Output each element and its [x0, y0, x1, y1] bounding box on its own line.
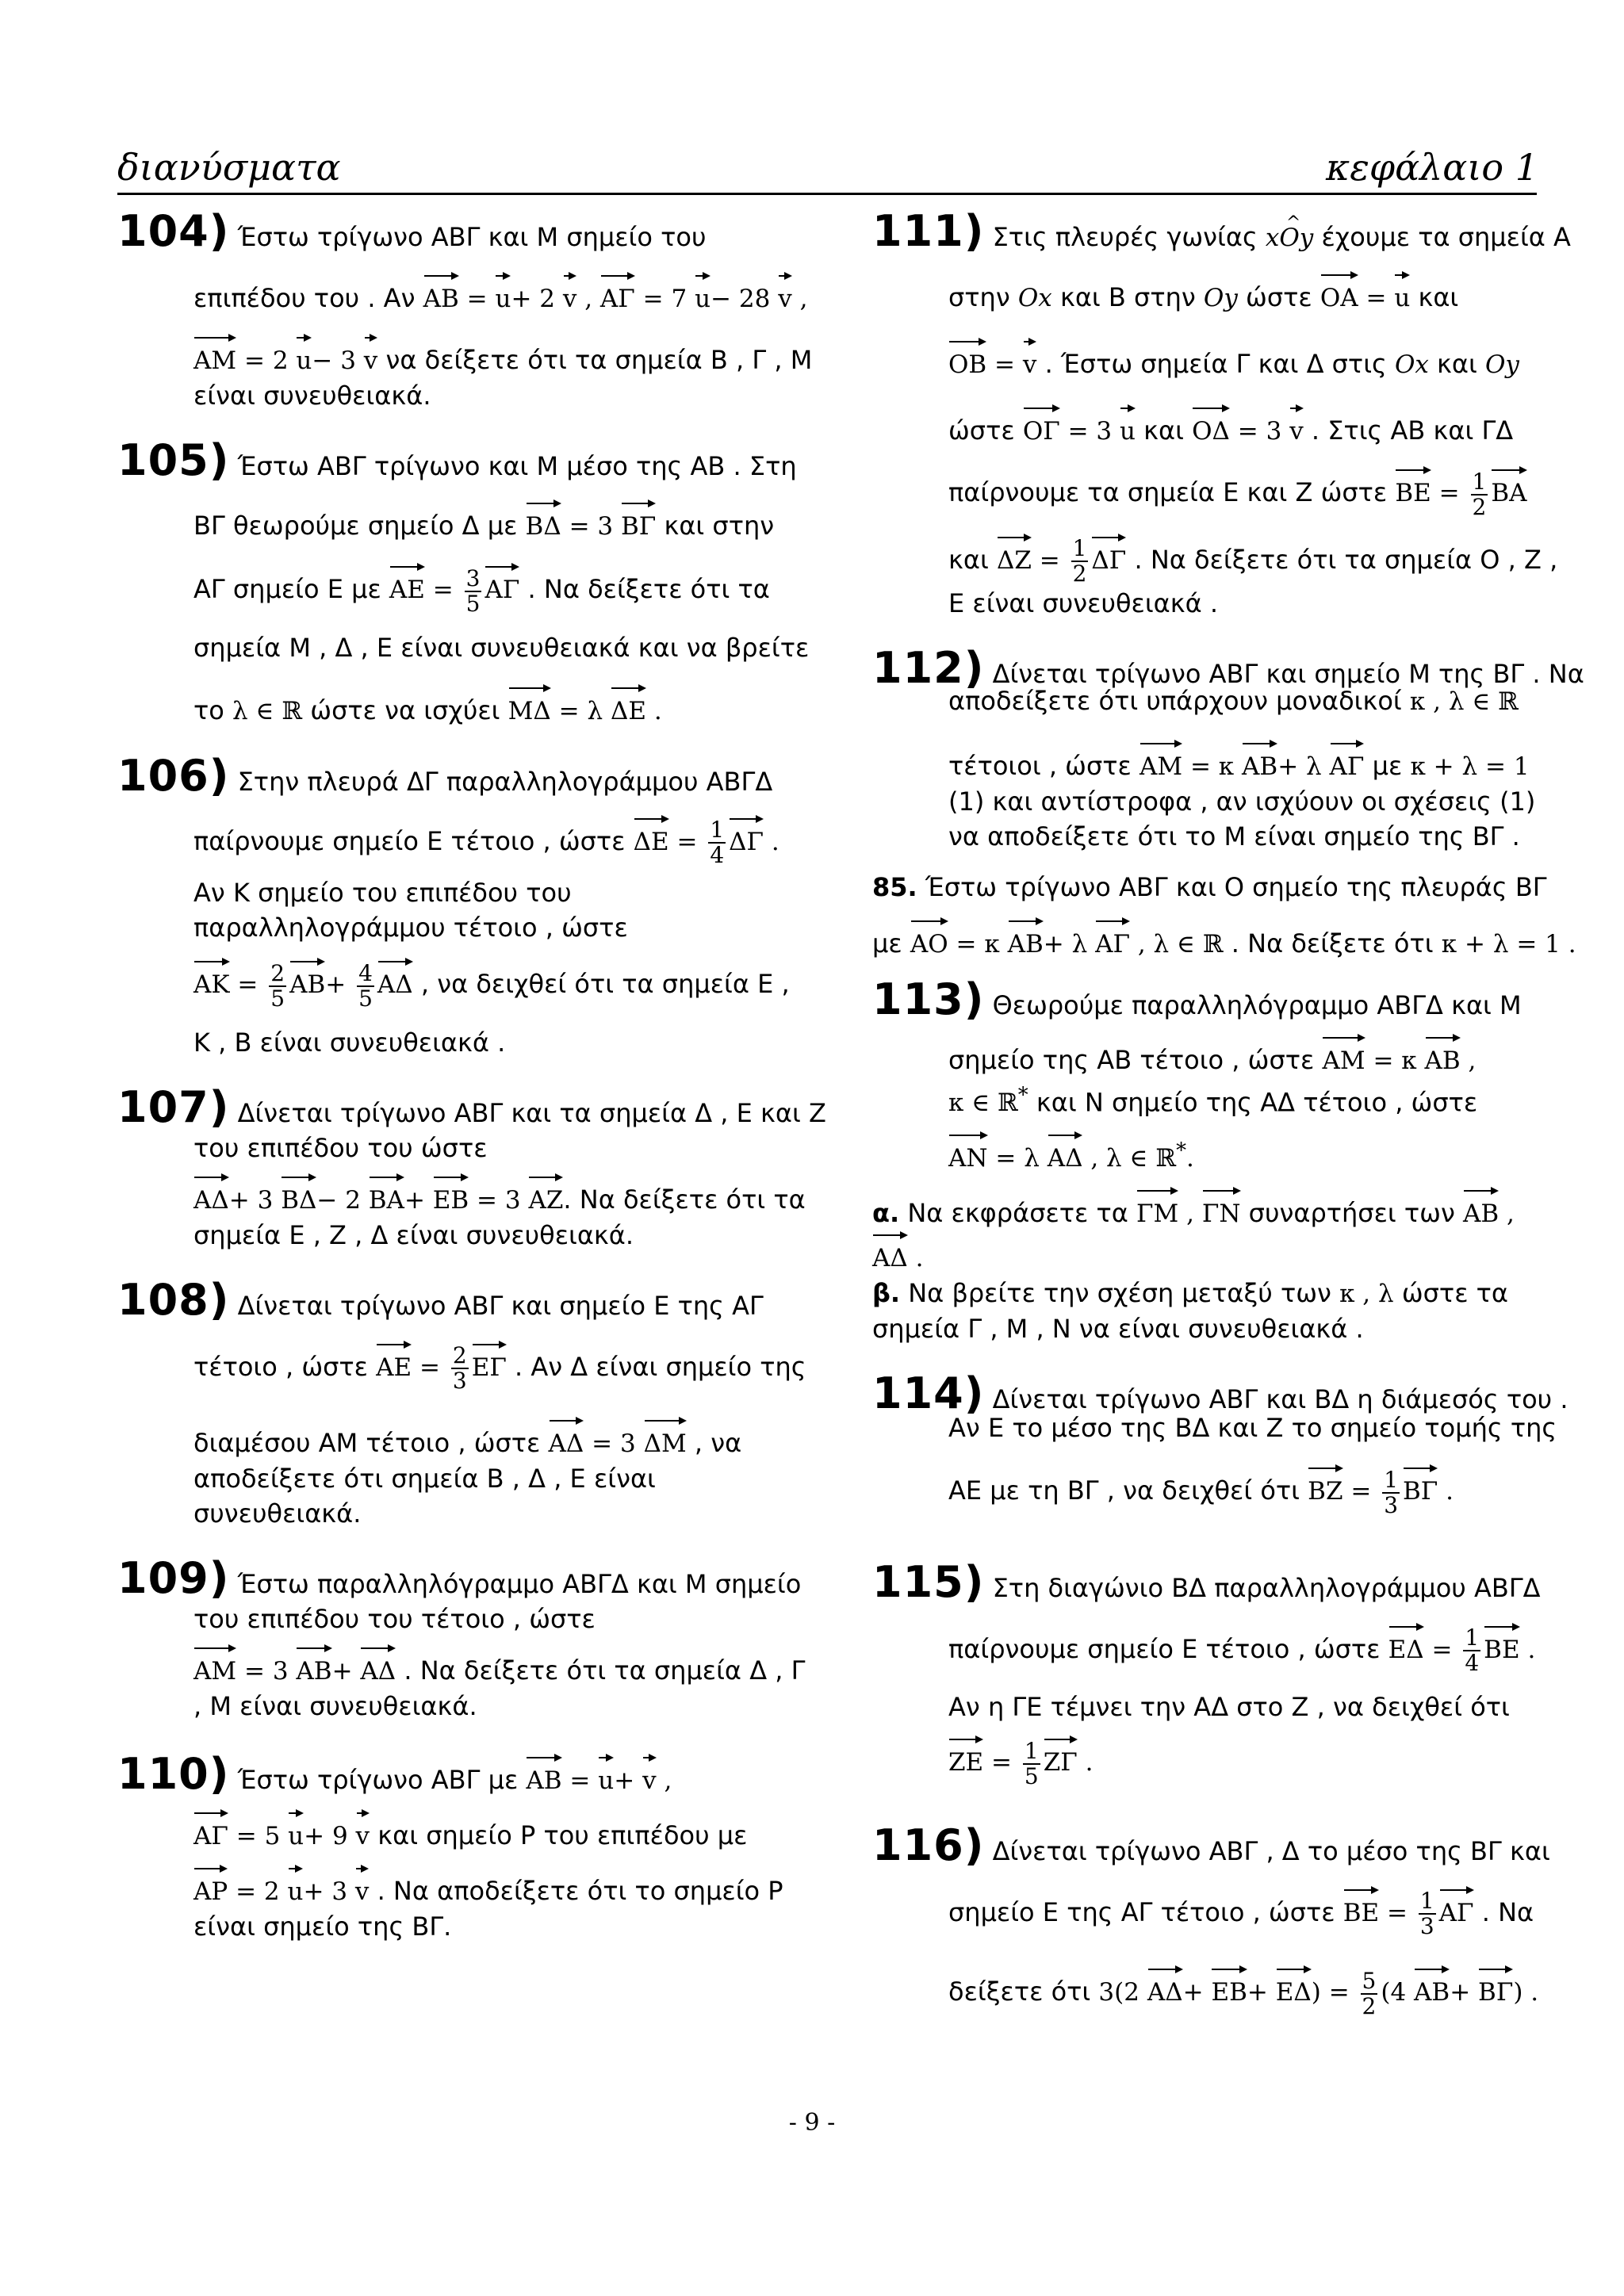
- math: ΑΜ = 3 ΑΒ+ ΑΔ: [193, 1657, 396, 1686]
- problem-115: [872, 1556, 1578, 1789]
- problem-text: με: [1372, 751, 1403, 781]
- problem-number: 108): [117, 1274, 230, 1325]
- problem-text: δείξετε ότι: [948, 1976, 1091, 2007]
- problem-text: του επιπέδου του τέτοιο , ώστε: [193, 1604, 596, 1634]
- problem-text: παίρνουμε σημείο Ε τέτοιο , ώστε: [193, 825, 626, 856]
- item-label: β.: [872, 1278, 901, 1309]
- problem-number: 111): [872, 206, 985, 256]
- math: ^ xOy: [1266, 220, 1313, 255]
- problem-113: [872, 974, 1578, 1346]
- problem-text: Έστω τρίγωνο ΑΒΓ και Ο σημείο της πλευράς ΒΓ: [925, 872, 1547, 902]
- problem-107: [117, 1081, 826, 1253]
- problem-text: Στην πλευρά ΔΓ παραλληλογράμμου ΑΒΓΔ: [237, 766, 773, 797]
- problem-text: Δίνεται τρίγωνο ΑΒΓ και τα σημεία Δ , Ε και Ζ: [237, 1097, 826, 1128]
- problem-text: Να βρείτε την σχέση μεταξύ των: [908, 1278, 1331, 1309]
- problem-text: είναι συνευθειακά.: [193, 381, 431, 411]
- math: ΔΕ = $\frac{1}{4}$ ΔΓ .: [634, 828, 779, 856]
- problem-111: [872, 206, 1578, 621]
- math: ΟΑ = u: [1320, 284, 1410, 312]
- problem-text: ΑΓ σημείο Ε με: [193, 574, 381, 604]
- problem-text: και στην: [664, 511, 775, 541]
- problem-104: [117, 206, 823, 413]
- problem-text: (1) και αντίστροφα , αν ισχύουν οι σχέσεις (1): [948, 786, 1536, 817]
- problem-text: στην: [948, 282, 1010, 312]
- math: ΒΖ = $\frac{1}{3}$ ΒΓ .: [1308, 1477, 1454, 1506]
- math: ΕΔ = $\frac{1}{4}$ ΒΕ .: [1388, 1636, 1536, 1664]
- problem-109: [117, 1553, 823, 1724]
- math: ΑΜ = κ ΑΒ ,: [1322, 1047, 1476, 1075]
- problem-text: , να: [694, 1428, 742, 1458]
- math: κ + λ = 1: [1410, 752, 1530, 781]
- math: ΑΡ = 2 u+ 3 v: [193, 1877, 369, 1906]
- math: 3(2 ΑΔ+ ΕΒ+ ΕΔ) = $\frac{5}{2}$ (4 ΑΒ+ ΒΓ) .: [1098, 1978, 1538, 2007]
- problem-text: να αποδείξετε ότι το Μ είναι σημείο της ΒΓ .: [948, 821, 1520, 851]
- problem-text: συναρτήσει των: [1248, 1198, 1455, 1229]
- problem-text: Έστω τρίγωνο ΑΒΓ με: [237, 1765, 519, 1795]
- problem-text: συνευθειακά.: [193, 1498, 362, 1529]
- header-chapter-number: κεφάλαιο 1: [1326, 146, 1538, 189]
- problem-text: και Β στην: [1059, 282, 1196, 312]
- problem-number: 113): [872, 974, 985, 1024]
- problem-text: Αν η ΓΕ τέμνει την ΑΔ στο Ζ , να δειχθεί ότι: [948, 1692, 1510, 1723]
- problem-text: και: [948, 544, 989, 575]
- math: ΑΕ = $\frac{2}{3}$ ΕΓ: [376, 1353, 507, 1382]
- problem-110: [117, 1749, 823, 1944]
- math: ΑΝ = λ ΑΔ , λ ∈ ℝ*.: [948, 1144, 1194, 1173]
- problem-114: [872, 1368, 1578, 1518]
- problem-text: έχουμε τα σημεία Α: [1321, 222, 1571, 252]
- problem-text: επιπέδου του . Αν: [193, 283, 416, 313]
- math: κ ∈ ℝ*: [948, 1084, 1028, 1118]
- problem-text: αποδείξετε ότι υπάρχουν μοναδικοί: [948, 686, 1402, 716]
- problem-text: τέτοιο , ώστε: [193, 1351, 368, 1382]
- problem-text: με: [872, 928, 902, 959]
- problem-text: και Ν σημείο της ΑΔ τέτοιο , ώστε: [1036, 1087, 1478, 1118]
- math: ΑΔ .: [872, 1244, 924, 1272]
- problem-number: 104): [117, 206, 230, 256]
- problem-text: ώστε να ισχύει: [310, 695, 500, 725]
- problem-text: . Να: [1481, 1896, 1534, 1927]
- problem-112: [872, 643, 1584, 854]
- problem-text: ΒΓ θεωρούμε σημείο Δ με: [193, 511, 518, 541]
- problem-text: Έστω παραλληλόγραμμο ΑΒΓΔ και Μ σημείο: [237, 1569, 802, 1599]
- math: ΑΜ = 2 u− 3 v: [193, 346, 377, 375]
- math: ΑΚ = $\frac{2}{5}$ ΑΒ+ $\frac{4}{5}$ ΑΔ: [193, 970, 413, 999]
- math: ΖΕ = $\frac{1}{5}$ ΖΓ .: [948, 1748, 1093, 1777]
- problem-text: σημεία Μ , Δ , Ε είναι συνευθειακά και να βρείτε: [193, 632, 810, 663]
- problem-text: παίρνουμε τα σημεία Ε και Ζ ώστε: [948, 477, 1388, 507]
- problem-106: [117, 750, 823, 1060]
- problem-number: 105): [117, 435, 230, 485]
- math: ΒΔ = 3 ΒΓ: [526, 512, 657, 541]
- problem-text: παίρνουμε σημείο Ε τέτοιο , ώστε: [948, 1633, 1381, 1664]
- math: Oy: [1203, 284, 1238, 312]
- math: ΑΒ ,: [1463, 1200, 1515, 1228]
- math: ΒΕ = $\frac{1}{2}$ ΒΑ: [1395, 479, 1526, 507]
- problem-text: και: [1143, 415, 1184, 446]
- problem-text: Κ , Β είναι συνευθειακά .: [193, 1027, 506, 1058]
- problem-number: 115): [872, 1556, 985, 1607]
- header-chapter-title: διανύσματα: [117, 146, 341, 189]
- problem-text: και: [1418, 282, 1459, 312]
- math: κ , λ: [1339, 1280, 1394, 1309]
- problem-108: [117, 1274, 823, 1532]
- problem-number: 106): [117, 750, 230, 801]
- problem-116: [872, 1820, 1578, 2019]
- problem-text: Δίνεται τρίγωνο ΑΒΓ και ΒΔ η διάμεσός του .: [992, 1384, 1568, 1415]
- problem-text: , Μ είναι συνευθειακά.: [193, 1691, 477, 1721]
- problem-text: Αν Κ σημείο του επιπέδου του: [193, 878, 572, 908]
- problem-text: . Να δείξετε ότι: [1231, 928, 1434, 959]
- problem-text: και: [1437, 349, 1477, 379]
- problem-text: . Να δείξετε ότι τα σημεία Δ , Γ: [404, 1655, 806, 1686]
- item-label: α.: [872, 1198, 900, 1229]
- problem-text: να δείξετε ότι τα σημεία Β , Γ , Μ: [385, 345, 813, 375]
- page-number: - 9 -: [788, 2109, 836, 2137]
- problem-85: [872, 870, 1578, 962]
- math: ΑΕ = $\frac{3}{5}$ ΑΓ: [389, 576, 519, 604]
- problem-text: Να εκφράσετε τα: [907, 1198, 1128, 1229]
- problem-text: ώστε: [1246, 282, 1312, 312]
- problem-number: 85.: [872, 872, 917, 902]
- header-rule: [117, 193, 1537, 195]
- math: ΓΜ , ΓΝ: [1136, 1200, 1240, 1228]
- problem-text: ώστε τα: [1401, 1278, 1509, 1309]
- problem-number: 109): [117, 1553, 230, 1603]
- problem-number: 116): [872, 1820, 985, 1870]
- problem-text: ώστε: [948, 415, 1015, 446]
- problem-text: Δίνεται τρίγωνο ΑΒΓ και σημείο Ε της ΑΓ: [237, 1290, 764, 1321]
- problem-text: διαμέσου ΑΜ τέτοιο , ώστε: [193, 1428, 541, 1458]
- problem-text: Έστω τρίγωνο ΑΒΓ και Μ σημείο του: [237, 222, 707, 252]
- problem-text: σημεία Ε , Ζ , Δ είναι συνευθειακά.: [193, 1219, 634, 1250]
- problem-number: 112): [872, 643, 985, 693]
- problem-text: . Να δείξετε ότι τα: [527, 574, 770, 604]
- math: ΟΔ = 3 v: [1192, 417, 1304, 446]
- problem-text: του επιπέδου του ώστε: [193, 1132, 488, 1163]
- math: ΒΕ = $\frac{1}{3}$ ΑΓ: [1343, 1899, 1474, 1927]
- problem-text: Αν Ε το μέσο της ΒΔ και Ζ το σημείο τομής της: [948, 1413, 1557, 1444]
- problem-text: . Να δείξετε ότι τα σημεία Ο , Ζ ,: [1134, 544, 1558, 575]
- math: ΑΒ = u+ v ,: [526, 1766, 672, 1795]
- right-column: [872, 206, 1584, 2019]
- problem-text: σημεία Γ , Μ , Ν να είναι συνευθειακά .: [872, 1314, 1364, 1345]
- problem-text: παραλληλογράμμου τέτοιο , ώστε: [193, 913, 628, 943]
- problem-text: Στις πλευρές γωνίας: [992, 222, 1258, 252]
- problem-text: Έστω ΑΒΓ τρίγωνο και Μ μέσο της ΑΒ . Στη: [237, 451, 797, 481]
- problem-text: σημείο της ΑΒ τέτοιο , ώστε: [948, 1045, 1315, 1075]
- problem-text: Δίνεται τρίγωνο ΑΒΓ , Δ το μέσο της ΒΓ και: [992, 1835, 1550, 1866]
- problem-text: είναι σημείο της ΒΓ.: [193, 1911, 452, 1942]
- problem-text: . Να αποδείξετε ότι το σημείο Ρ: [377, 1876, 783, 1906]
- problem-number: 107): [117, 1081, 230, 1132]
- math: Ox: [1394, 350, 1429, 379]
- problem-number: 114): [872, 1368, 985, 1419]
- math: ΑΟ = κ ΑΒ+ λ ΑΓ , λ ∈ ℝ: [910, 930, 1224, 959]
- problem-105: [117, 435, 823, 729]
- problem-text: τέτοιοι , ώστε: [948, 751, 1132, 781]
- problem-text: . Στις ΑΒ και ΓΔ: [1311, 415, 1514, 446]
- problem-text: , να δειχθεί ότι τα σημεία Ε ,: [420, 969, 790, 999]
- math: ΑΒ = u+ 2 v , ΑΓ = 7 u− 28 v ,: [423, 285, 808, 313]
- math: ΔΖ = $\frac{1}{2}$ ΔΓ: [997, 546, 1126, 575]
- problem-text: Δίνεται τρίγωνο ΑΒΓ και σημείο Μ της ΒΓ . Να: [992, 659, 1584, 689]
- math: ΟΓ = 3 u: [1023, 417, 1136, 446]
- problem-text: Στη διαγώνιο ΒΔ παραλληλογράμμου ΑΒΓΔ: [992, 1572, 1541, 1603]
- math: ΜΔ = λ ΔΕ .: [508, 697, 662, 725]
- math: Oy: [1485, 350, 1519, 379]
- problem-text: σημείο Ε της ΑΓ τέτοιο , ώστε: [948, 1896, 1335, 1927]
- math: ΑΔ+ 3 ΒΔ− 2 ΒΑ+ ΕΒ = 3 ΑΖ: [193, 1186, 563, 1215]
- problem-number: 110): [117, 1749, 230, 1799]
- problem-text: και σημείο Ρ του επιπέδου με: [377, 1820, 748, 1850]
- problem-text: αποδείξετε ότι σημεία Β , Δ , Ε είναι: [193, 1464, 656, 1494]
- problem-text: το: [193, 695, 224, 725]
- math: ΑΔ = 3 ΔΜ: [549, 1429, 687, 1458]
- problem-text: . Να δείξετε ότι τα: [563, 1184, 806, 1215]
- problem-text: Ε είναι συνευθειακά .: [948, 588, 1219, 618]
- math: κ + λ = 1 .: [1441, 930, 1576, 959]
- math: λ ∈ ℝ: [232, 696, 303, 725]
- math: Ox: [1017, 284, 1052, 312]
- math: κ , λ ∈ ℝ: [1409, 687, 1519, 716]
- math: ΑΓ = 5 u+ 9 v: [193, 1822, 370, 1850]
- problem-text: ΑΕ με τη ΒΓ , να δειχθεί ότι: [948, 1475, 1300, 1506]
- problem-text: . Έστω σημεία Γ και Δ στις: [1044, 349, 1387, 379]
- problem-text: Θεωρούμε παραλληλόγραμμο ΑΒΓΔ και Μ: [992, 990, 1522, 1020]
- math: ΟΒ = v: [948, 350, 1036, 379]
- problem-text: . Αν Δ είναι σημείο της: [515, 1351, 806, 1382]
- math: ΑΜ = κ ΑΒ+ λ ΑΓ: [1139, 752, 1364, 781]
- left-column: [117, 206, 826, 1944]
